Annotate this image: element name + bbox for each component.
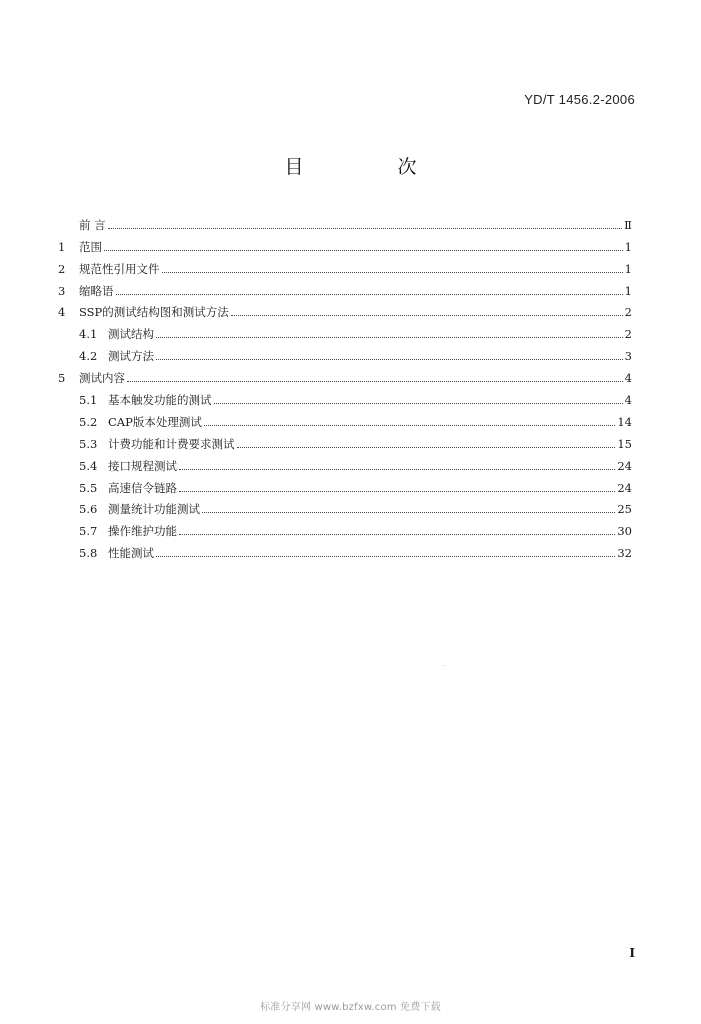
- toc-dot-leader: [156, 336, 623, 338]
- toc-entry-page: 4: [624, 371, 632, 386]
- toc-entry-page: 32: [617, 546, 632, 561]
- toc-dot-leader: [127, 380, 623, 382]
- toc-entry-page: 25: [617, 502, 632, 517]
- document-code: YD/T 1456.2-2006: [524, 92, 635, 107]
- toc-entry[interactable]: [58, 298, 632, 320]
- toc-dot-leader: [179, 533, 615, 535]
- toc-entry-label: 测试结构: [108, 327, 154, 342]
- toc-entry-number: 5.4: [79, 458, 98, 473]
- toc-entry[interactable]: [58, 232, 632, 254]
- toc-entry-label: 测试方法: [108, 349, 154, 364]
- toc-dot-leader: [179, 490, 615, 492]
- toc-entry-label: CAP版本处理测试: [108, 414, 202, 429]
- toc-entry-number: 5.3: [79, 436, 98, 451]
- toc-entry-page: 4: [624, 393, 632, 408]
- toc-entry-number: 5.6: [79, 502, 98, 517]
- toc-dot-leader: [202, 511, 615, 513]
- toc-entry-page: 2: [624, 327, 632, 342]
- toc-entry[interactable]: [58, 210, 632, 232]
- toc-title: 目 次: [284, 156, 461, 178]
- toc-entry-number: 5.1: [79, 393, 98, 408]
- toc-entry[interactable]: [58, 407, 632, 429]
- toc-entry-page: 14: [617, 414, 632, 429]
- toc-entry[interactable]: [58, 451, 632, 473]
- toc-dot-leader: [116, 293, 623, 295]
- toc-entry[interactable]: [58, 538, 632, 560]
- footer-watermark: 标准分享网 www.bzfxw.com 免费下载: [260, 1002, 441, 1013]
- toc-entry-page: 3: [624, 349, 632, 364]
- toc-entry-page: 30: [617, 524, 632, 539]
- toc-entry-label: 计费功能和计费要求测试: [108, 436, 235, 451]
- toc-entry-label: 测量统计功能测试: [108, 502, 200, 517]
- toc-entry-label: 前 言: [79, 217, 106, 232]
- toc-entry-label: 缩略语: [79, 283, 114, 298]
- toc-entry-number: 5.7: [79, 524, 98, 539]
- toc-dot-leader: [237, 446, 616, 448]
- toc-dot-leader: [162, 271, 623, 273]
- toc-dot-leader: [104, 249, 623, 251]
- toc-entry[interactable]: [58, 516, 632, 538]
- toc-entry-label: 性能测试: [108, 546, 154, 561]
- toc-entry[interactable]: [58, 385, 632, 407]
- scan-speck: [444, 665, 445, 666]
- toc-entry-page: 1: [624, 283, 632, 298]
- toc-entry[interactable]: [58, 495, 632, 517]
- toc-entry-number: 2: [58, 261, 66, 276]
- toc-entry-label: 高速信令链路: [108, 480, 177, 495]
- toc-entry-page: Ⅱ: [624, 217, 632, 232]
- toc-entry-page: 2: [624, 305, 632, 320]
- toc-dot-leader: [108, 227, 623, 229]
- toc-entry-label: 基本触发功能的测试: [108, 393, 212, 408]
- table-of-contents: [58, 210, 632, 560]
- toc-dot-leader: [204, 424, 616, 426]
- toc-entry-number: 4: [58, 305, 66, 320]
- toc-entry-number: 3: [58, 283, 66, 298]
- toc-entry[interactable]: [58, 341, 632, 363]
- toc-entry-label: 测试内容: [79, 371, 125, 386]
- toc-entry[interactable]: [58, 319, 632, 341]
- toc-entry-number: 4.2: [79, 349, 98, 364]
- toc-entry-number: 1: [58, 239, 66, 254]
- toc-entry[interactable]: [58, 276, 632, 298]
- toc-entry-number: 5: [58, 371, 66, 386]
- toc-entry-page: 24: [617, 458, 632, 473]
- toc-dot-leader: [214, 402, 623, 404]
- toc-entry[interactable]: [58, 473, 632, 495]
- toc-entry[interactable]: [58, 429, 632, 451]
- page-number: I: [629, 946, 635, 960]
- toc-entry-label: 操作维护功能: [108, 524, 177, 539]
- toc-entry-number: 5.5: [79, 480, 98, 495]
- toc-entry-label: 规范性引用文件: [79, 261, 160, 276]
- toc-entry-label: SSP的测试结构图和测试方法: [79, 305, 229, 320]
- toc-dot-leader: [156, 555, 615, 557]
- toc-entry-label: 接口规程测试: [108, 458, 177, 473]
- toc-entry[interactable]: [58, 363, 632, 385]
- toc-entry-label: 范围: [79, 239, 102, 254]
- toc-dot-leader: [231, 314, 623, 316]
- toc-dot-leader: [179, 468, 615, 470]
- toc-entry-page: 24: [617, 480, 632, 495]
- toc-entry-number: 5.2: [79, 414, 98, 429]
- toc-dot-leader: [156, 358, 623, 360]
- toc-entry-page: 15: [617, 436, 632, 451]
- toc-entry-page: 1: [624, 239, 632, 254]
- toc-entry-number: 5.8: [79, 546, 98, 561]
- toc-entry-number: 4.1: [79, 327, 98, 342]
- toc-entry[interactable]: [58, 254, 632, 276]
- toc-entry-page: 1: [624, 261, 632, 276]
